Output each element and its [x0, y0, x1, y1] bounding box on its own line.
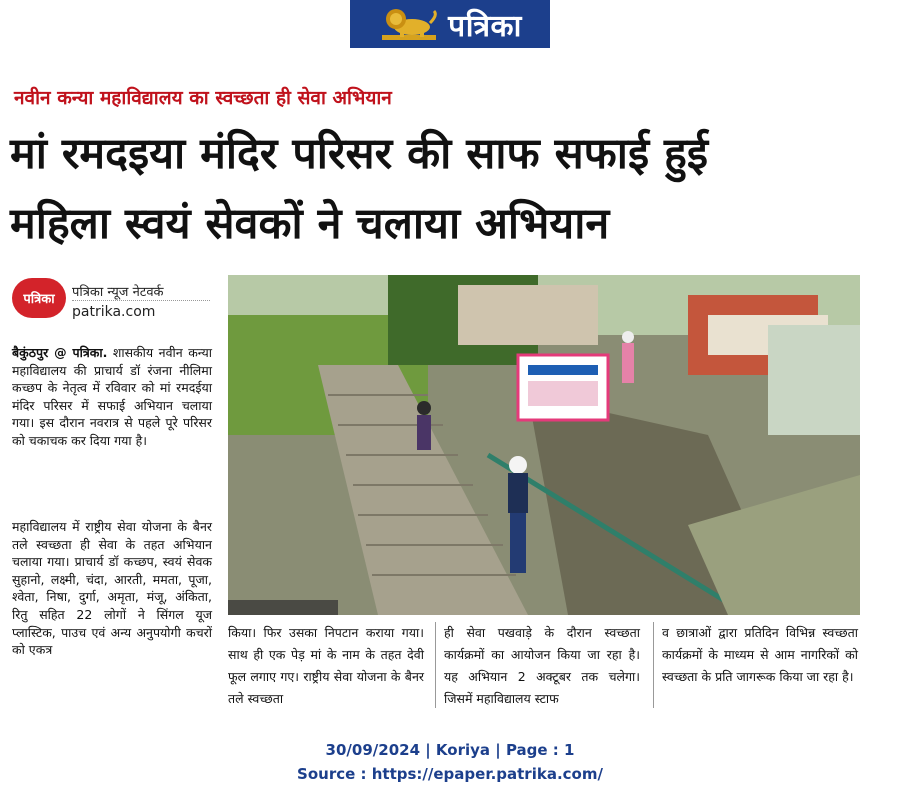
byline-divider [72, 300, 210, 301]
edition-info: 30/09/2024 | Koriya | Page : 1 [325, 741, 575, 759]
masthead [350, 0, 550, 48]
paragraph-1-text: शासकीय नवीन कन्या महाविद्यालय की प्राचार्य डॉ रंजना नीलिमा कच्छप के नेतृत्व में रविवार को मां रमदईया मंदिर परिसर में सफाई अभियान चलाया गया। इस दौरान नवरात्र से पहले पूरे परिसर को चकाचक कर दिया गया है। [12, 345, 212, 448]
article-column-3: व छात्राओं द्वारा प्रतिदिन विभिन्न स्वच्छता कार्यक्रमों के माध्यम से आम नागरिकों को स्वच्छता के प्रति जागरूक किया जा रहा है। [662, 625, 858, 684]
headline-line-2: महिला स्वयं सेवकों ने चलाया अभियान [10, 199, 610, 249]
temple-steps-cleanup-photo [228, 275, 860, 615]
article-paragraph-2: महाविद्यालय में राष्ट्रीय सेवा योजना के बैनर तले स्वच्छता ही सेवा के तहत अभियान चलाया गया। प्राचार्य डॉ कच्छप, स्वयं सेवक सुहानो, लक्ष्मी, चंदा, आरती, ममता, पूजा, श्वेता, निषा, दुर्गा, अमृता, मंजू, अंकिता, रितु सहित 22 लोगों ने सिंगल यूज प्लास्टिक, पाउच एवं अन्य अनुपयोगी कचरों को एकत्र [12, 519, 212, 658]
dateline: बैकुंठपुर @ पत्रिका. [12, 345, 108, 360]
lion-logo-icon [378, 5, 440, 43]
column-divider [435, 622, 436, 708]
article-paragraph-1 [12, 344, 212, 450]
article-kicker: नवीन कन्या महाविद्यालय का स्वच्छता ही सेवा अभियान [14, 87, 392, 109]
news-network-label: पत्रिका न्यूज नेटवर्क [72, 285, 164, 300]
article-column-2: ही सेवा पखवाड़े के दौरान स्वच्छता कार्यक्रमों का आयोजन किया जा रहा है। यह अभियान 2 अक्टूबर तक चलेगा। जिसमें महाविद्यालय स्टाफ [444, 625, 640, 706]
headline-line-1: मां रमदइया मंदिर परिसर की साफ सफाई हुई [10, 129, 708, 179]
patrika-badge: पत्रिका [12, 278, 66, 318]
source-link[interactable]: Source : https://epaper.patrika.com/ [297, 765, 603, 783]
article-column-1: किया। फिर उसका निपटान कराया गया। साथ ही एक पेड़ मां के नाम के तहत देवी फूल लगाए गए। राष्ट्रीय सेवा योजना के बैनर तले स्वच्छता [228, 625, 424, 706]
masthead-title: पत्रिका [448, 8, 522, 44]
site-label: patrika.com [72, 304, 156, 320]
column-divider [653, 622, 654, 708]
